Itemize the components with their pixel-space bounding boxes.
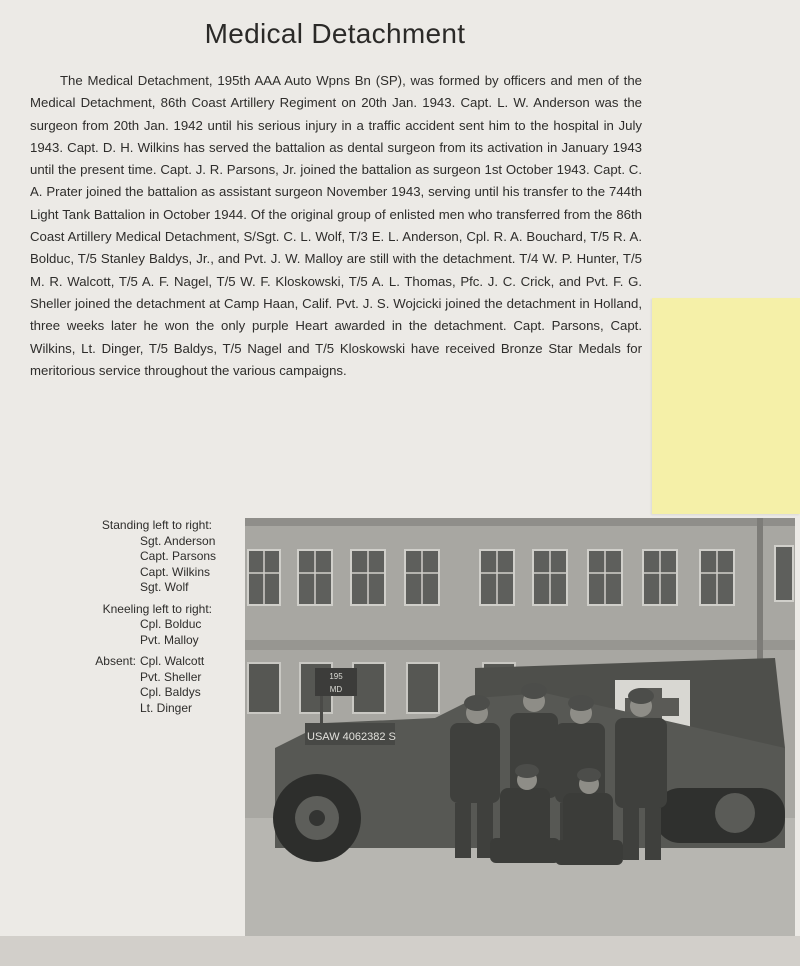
absent-label: Absent:	[95, 654, 136, 668]
vehicle-number: USAW 4062382 S	[307, 731, 396, 743]
photo-illustration	[245, 518, 795, 936]
standing-name: Sgt. Wolf	[140, 580, 189, 594]
standing-name: Sgt. Anderson	[140, 533, 216, 548]
absent-name: Pvt. Sheller	[140, 669, 202, 684]
group-photo	[245, 518, 795, 936]
page-title: Medical Detachment	[204, 18, 466, 49]
absent-name: Cpl. Walcott	[140, 654, 205, 668]
sign-text-top: 195	[329, 672, 343, 681]
standing-name: Capt. Parsons	[140, 549, 217, 563]
page-edge-background	[0, 936, 800, 966]
kneeling-name: Pvt. Malloy	[140, 632, 199, 647]
kneeling-name: Cpl. Bolduc	[140, 617, 202, 631]
standing-name: Capt. Wilkins	[140, 564, 211, 579]
photo-caption	[66, 518, 236, 722]
body-paragraph: The Medical Detachment, 195th AAA Auto Wpns Bn (SP), was formed by officers and men of the Medical Detachment, 86th Coast Artillery Regiment on 20th Jan. 1943. Capt. L. W. Anderson was the surgeon from 20th Jan. 1942 until his serious injury in a traffic accident sent him to the hospital in July 1943. Capt. D. H. Wilkins has served the battalion as dental surgeon from its activation in January 1943 until the present time. Capt. J. R. Parsons, Jr. joined the battalion as surgeon 1st October 1943. Capt. C. A. Prater joined the battalion as assistant surgeon November 1943, serving until his transfer to the 744th Light Tank Battalion in October 1944. Of the original group of enlisted men who transferred from the 86th Coast Artillery Medical Detachment, S/Sgt. C. L. Wolf, T/3 E. L. Anderson, Cpl. R. A. Bouchard, T/5 R. A. Bolduc, T/5 Stanley Baldys, Jr., and Pvt. J. W. Malloy are still with the detachment. T/4 W. P. Hunter, T/5 M. R. Walcott, T/5 A. F. Nagel, T/5 W. F. Kloskowski, T/5 A. L. Thomas, Pfc. J. C. Crick, and Pvt. F. G. Sheller joined the detachment at Camp Haan, Calif. Pvt. J. S. Wojcicki joined the detachment in Holland, three weeks later he won the only purple Heart awarded in the detachment. Capt. Parsons, Capt. Wilkins, Lt. Dinger, T/5 Baldys, T/5 Nagel and T/5 Kloskowski have received Bronze Star Medals for meritorious service throughout the various campaigns.	[30, 73, 642, 378]
sign-text-bottom: MD	[329, 685, 343, 694]
standing-label: Standing left to right:	[101, 518, 212, 532]
kneeling-label: Kneeling left to right:	[102, 601, 212, 616]
absent-name: Cpl. Baldys	[140, 685, 201, 699]
sticky-note	[652, 298, 800, 514]
absent-name: Lt. Dinger	[140, 700, 193, 715]
